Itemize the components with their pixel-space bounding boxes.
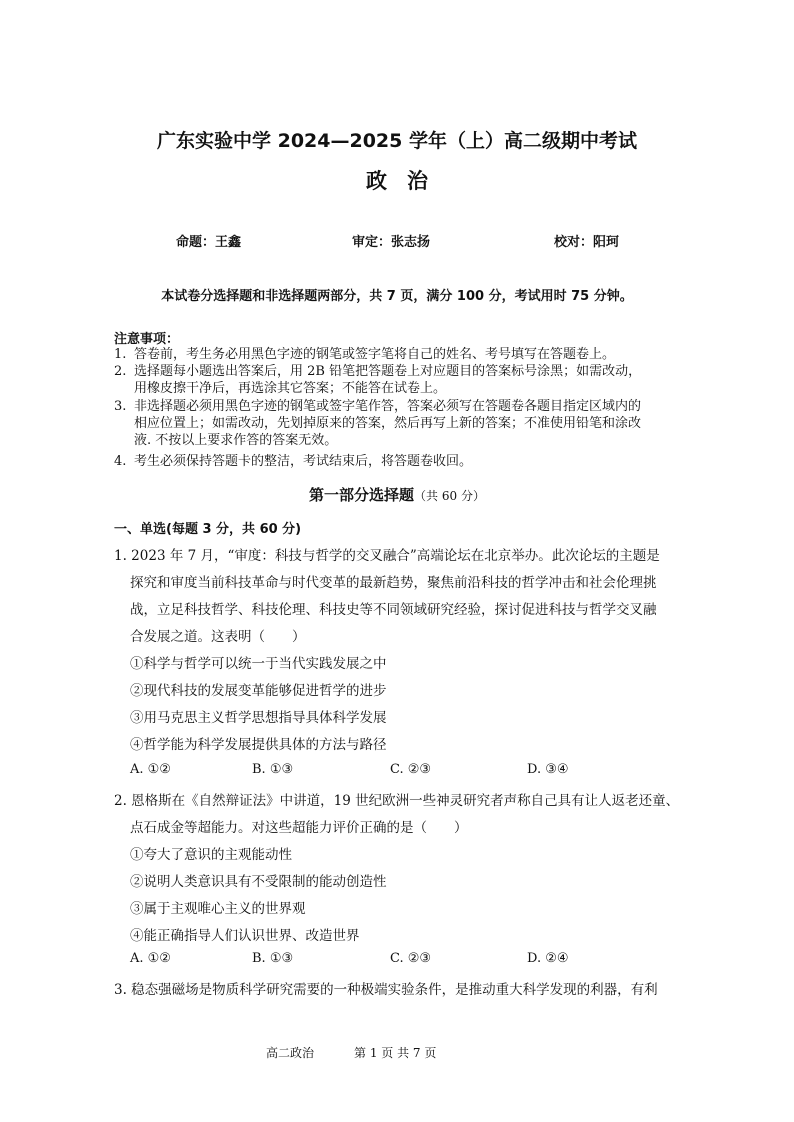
question-2-choice-c[interactable]: C. ②③ [390,951,432,966]
question-2-statement: ①夸大了意识的主观能动性 [130,847,292,863]
note-text: 答卷前，考生务必用黑色字迹的钢笔或签字笔将自己的姓名、考号填写在答题卷上。 [134,347,616,362]
exam-subject: 政治 [366,168,448,193]
part-one-score: （共 60 分） [414,489,485,503]
question-1-choice-d[interactable]: D. ③④ [527,762,569,777]
setter-label: 命题：王鑫 [176,235,242,250]
question-1-statement: ③用马克思主义哲学思想指导具体科学发展 [130,710,387,726]
question-1-choice-a[interactable]: A. ①② [130,762,171,777]
note-item [114,453,472,470]
question-1-statement: ①科学与哲学可以统一于当代实践发展之中 [130,656,387,672]
notes-heading: 注意事项： [114,332,180,347]
question-2-statement: ④能正确指导人们认识世界、改造世界 [130,928,360,944]
exam-intro: 本试卷分选择题和非选择题两部分，共 7 页，满分 100 分，考试用时 75 分钟。 [161,289,633,304]
question-3-text: 3. 稳态强磁场是物质科学研究需要的一种极端实验条件，是推动重大科学发现的利器，有利 [114,982,658,998]
note-text: 相应位置上；如需改动，先划掉原来的答案，然后再写上新的答案；不准使用铅笔和涂改 [134,416,642,431]
note-text: 液. 不按以上要求作答的答案无效。 [134,433,338,448]
question-2-text: 点石成金等超能力。对这些超能力评价正确的是（ ） [130,820,468,836]
note-text: 用橡皮擦干净后，再选涂其它答案；不能答在试卷上。 [134,381,447,396]
note-number: 3. [114,399,127,414]
question-1-statement: ②现代科技的发展变革能够促进哲学的进步 [130,683,387,699]
note-text: 非选择题必须用黑色字迹的钢笔或签字笔作答，答案必须写在答题卷各题目指定区域内的 [134,399,642,414]
note-number: 1. [114,347,127,362]
question-2-statement: ②说明人类意识具有不受限制的能动创造性 [130,874,387,890]
question-1-choice-b[interactable]: B. ①③ [252,762,294,777]
note-number: 2. [114,364,127,379]
reviewer-label: 审定：张志扬 [352,235,431,250]
note-item [114,398,641,415]
footer-page-number: 第 1 页 共 7 页 [354,1046,437,1060]
question-1-text: 1. 2023 年 7 月，“审度：科技与哲学的交叉融合”高端论坛在北京举办。此次论坛的主题是 [114,548,660,564]
question-2-choice-b[interactable]: B. ①③ [252,951,294,966]
question-1-choice-c[interactable]: C. ②③ [390,762,432,777]
part-one-title [0,484,794,505]
note-text: 考生必须保持答题卡的整洁，考试结束后，将答题卷收回。 [134,454,473,469]
exam-title: 广东实验中学 2024—2025 学年（上）高二级期中考试 [157,130,637,152]
note-item [114,363,641,380]
note-text: 选择题每小题选出答案后，用 2B 铅笔把答题卷上对应题目的答案标号涂黑；如需改动， [134,364,642,379]
question-2-choice-d[interactable]: D. ②④ [527,951,569,966]
part-one-name: 第一部分选择题 [309,486,415,504]
question-2-statement: ③属于主观唯心主义的世界观 [130,901,306,917]
question-2-choice-a[interactable]: A. ①② [130,951,171,966]
question-1-text: 战，立足科技哲学、科技伦理、科技史等不同领域研究经验，探讨促进科技与哲学交叉融 [130,602,657,618]
proofreader-label: 校对：阳珂 [554,235,620,250]
footer-subject: 高二政治 [266,1046,315,1060]
question-1-statement: ④哲学能为科学发展提供具体的方法与路径 [130,737,387,753]
question-2-text: 2. 恩格斯在《自然辩证法》中讲道，19 世纪欧洲一些神灵研究者声称自己具有让人返老还童、 [114,793,680,809]
note-item [114,346,615,363]
question-1-text: 合发展之道。这表明（ ） [130,629,306,645]
note-number: 4. [114,454,127,469]
question-1-text: 探究和审度当前科技革命与时代变革的最新趋势，聚焦前沿科技的哲学冲击和社会伦理挑 [130,575,657,591]
section-one-title: 一、单选(每题 3 分，共 60 分) [114,522,302,537]
